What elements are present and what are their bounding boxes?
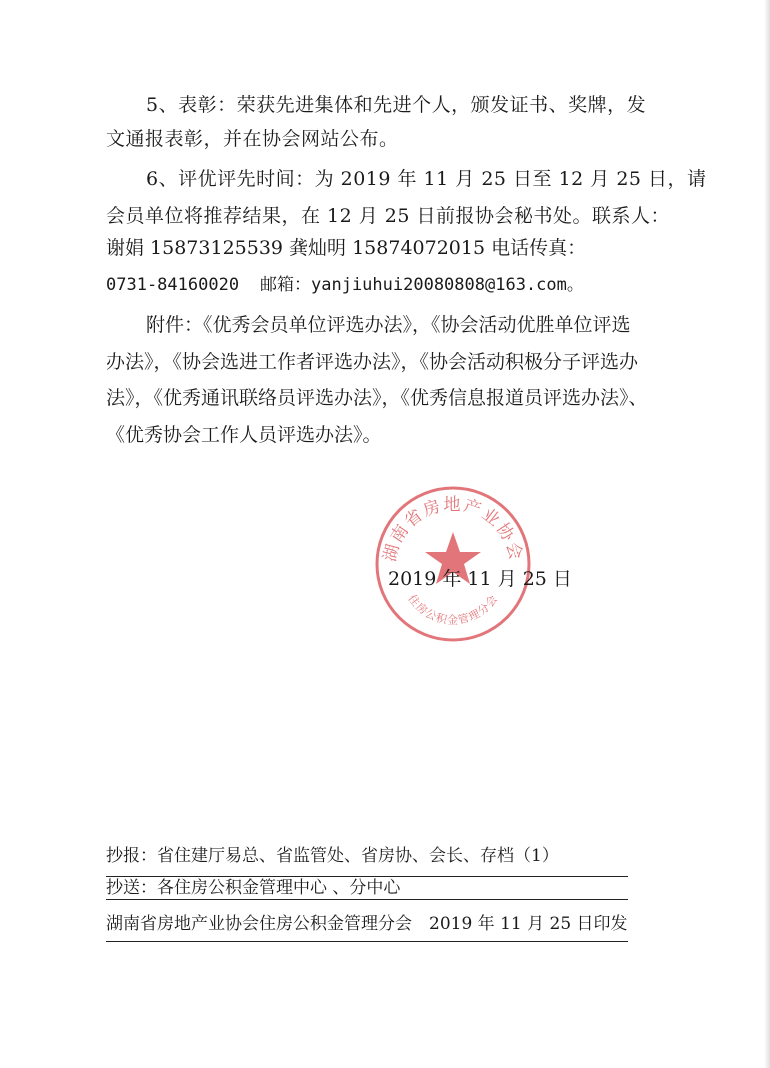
signature-date: 2019 年 11 月 25 日 [388,568,572,590]
official-seal [373,484,533,644]
cc-report: 抄报：省住建厅易总、省监管处、省房协、会长、存档（1） [106,846,559,866]
item6-email: 邮箱：yanjiuhui20080808@163.com。 [260,275,584,295]
item6-phone: 0731-84160020 [106,275,240,295]
footer-rule-bottom [106,941,628,942]
seal-text-top: 湖南省房地产业协会 [379,495,527,564]
seal-text-bottom: 住房公积金管理分会 [405,592,501,627]
attachment-line3: 法》，《优秀通讯联络员评选办法》，《优秀信息报道员评选办法》、 [106,387,648,409]
attachment-line2: 办法》，《协会选进工作者评选办法》，《协会活动积极分子评选办 [106,351,639,373]
cc-send: 抄送：各住房公积金管理中心 、分中心 [106,878,401,898]
item5-line1: 5、表彰：荣获先进集体和先进个人，颁发证书、奖牌，发 [146,94,647,116]
svg-text:住房公积金管理分会 [405,592,500,627]
item6-line2: 会员单位将推荐结果，在 12 月 25 日前报协会秘书处。联系人： [106,205,671,227]
attachment-line4: 《优秀协会工作人员评选办法》。 [106,424,382,446]
scan-edge [764,0,770,1068]
footer-rule-middle [106,899,628,900]
item6-line3: 谢娟 15873125539 龚灿明 15874072015 电话传真： [106,237,587,259]
issuer-line: 湖南省房地产业协会住房公积金管理分会 2019 年 11 月 25 日印发 [106,914,628,934]
item6-line1: 6、评优评先时间：为 2019 年 11 月 25 日至 12 月 25 日，请 [146,168,707,190]
item5-line2: 文通报表彰，并在协会网站公布。 [106,128,399,150]
attachment-line1: 附件：《优秀会员单位评选办法》，《协会活动优胜单位评选 [146,314,631,336]
